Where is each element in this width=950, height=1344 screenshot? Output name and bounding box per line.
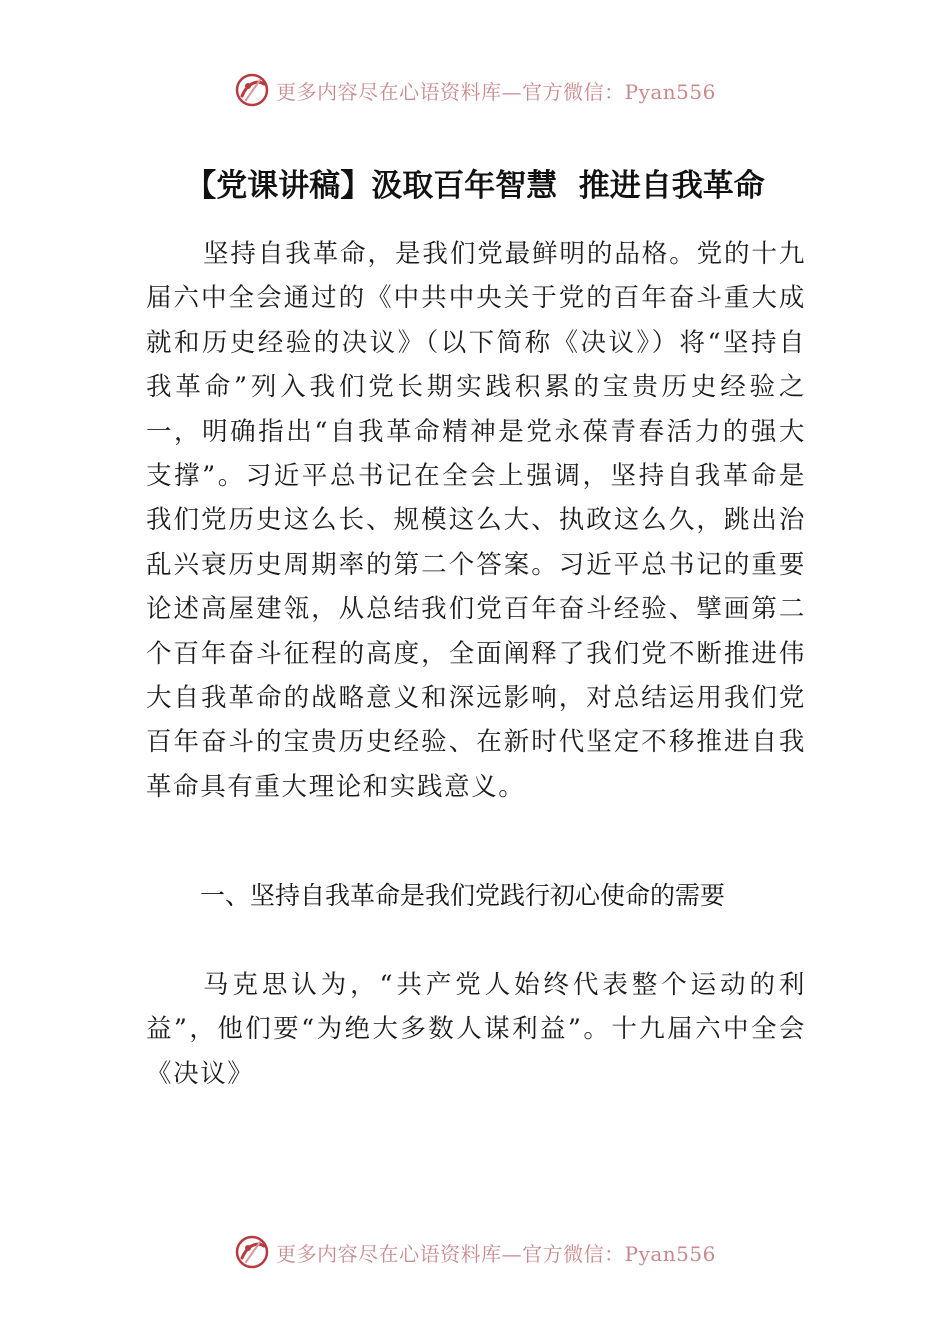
watermark-footer bbox=[0, 1234, 950, 1270]
watermark-text: 更多内容尽在心语资料库—官方微信：Pyan556 bbox=[276, 1241, 716, 1266]
intro-paragraph: 坚持自我革命，是我们党最鲜明的品格。党的十九届六中全会通过的《中共中央关于党的百年奋斗重大成就和历史经验的决议》（以下简称《决议》）将“坚持自我革命”列入我们党长期实践积累的宝贵历史经验之一，明确指出“自我革命精神是党永葆青春活力的强大支撑”。习近平总书记在全会上强调，坚持自我革命是我们党历史这么长、规模这么大、执政这么久，跳出治乱兴衰历史周期率的第二个答案。习近平总书记的重要论述高屋建瓴，从总结我们党百年奋斗经验、擘画第二个百年奋斗征程的高度，全面阐释了我们党不断推进伟大自我革命的战略意义和深远影响，对总结运用我们党百年奋斗的宝贵历史经验、在新时代坚定不移推进自我革命具有重大理论和实践意义。 bbox=[146, 239, 806, 802]
watermark-header bbox=[0, 72, 950, 108]
section-paragraph: 马克思认为，“共产党人始终代表整个运动的利益”，他们要“为绝大多数人谋利益”。十九届六中全会《决议》 bbox=[146, 970, 806, 1089]
brand-logo-icon bbox=[234, 72, 270, 108]
brand-logo-icon bbox=[234, 1234, 270, 1270]
watermark-text: 更多内容尽在心语资料库—官方微信：Pyan556 bbox=[276, 79, 716, 104]
document-title: 【党课讲稿】汲取百年智慧 推进自我革命 bbox=[185, 168, 765, 204]
section-heading: 一、坚持自我革命是我们党践行初心使命的需要 bbox=[200, 881, 726, 910]
